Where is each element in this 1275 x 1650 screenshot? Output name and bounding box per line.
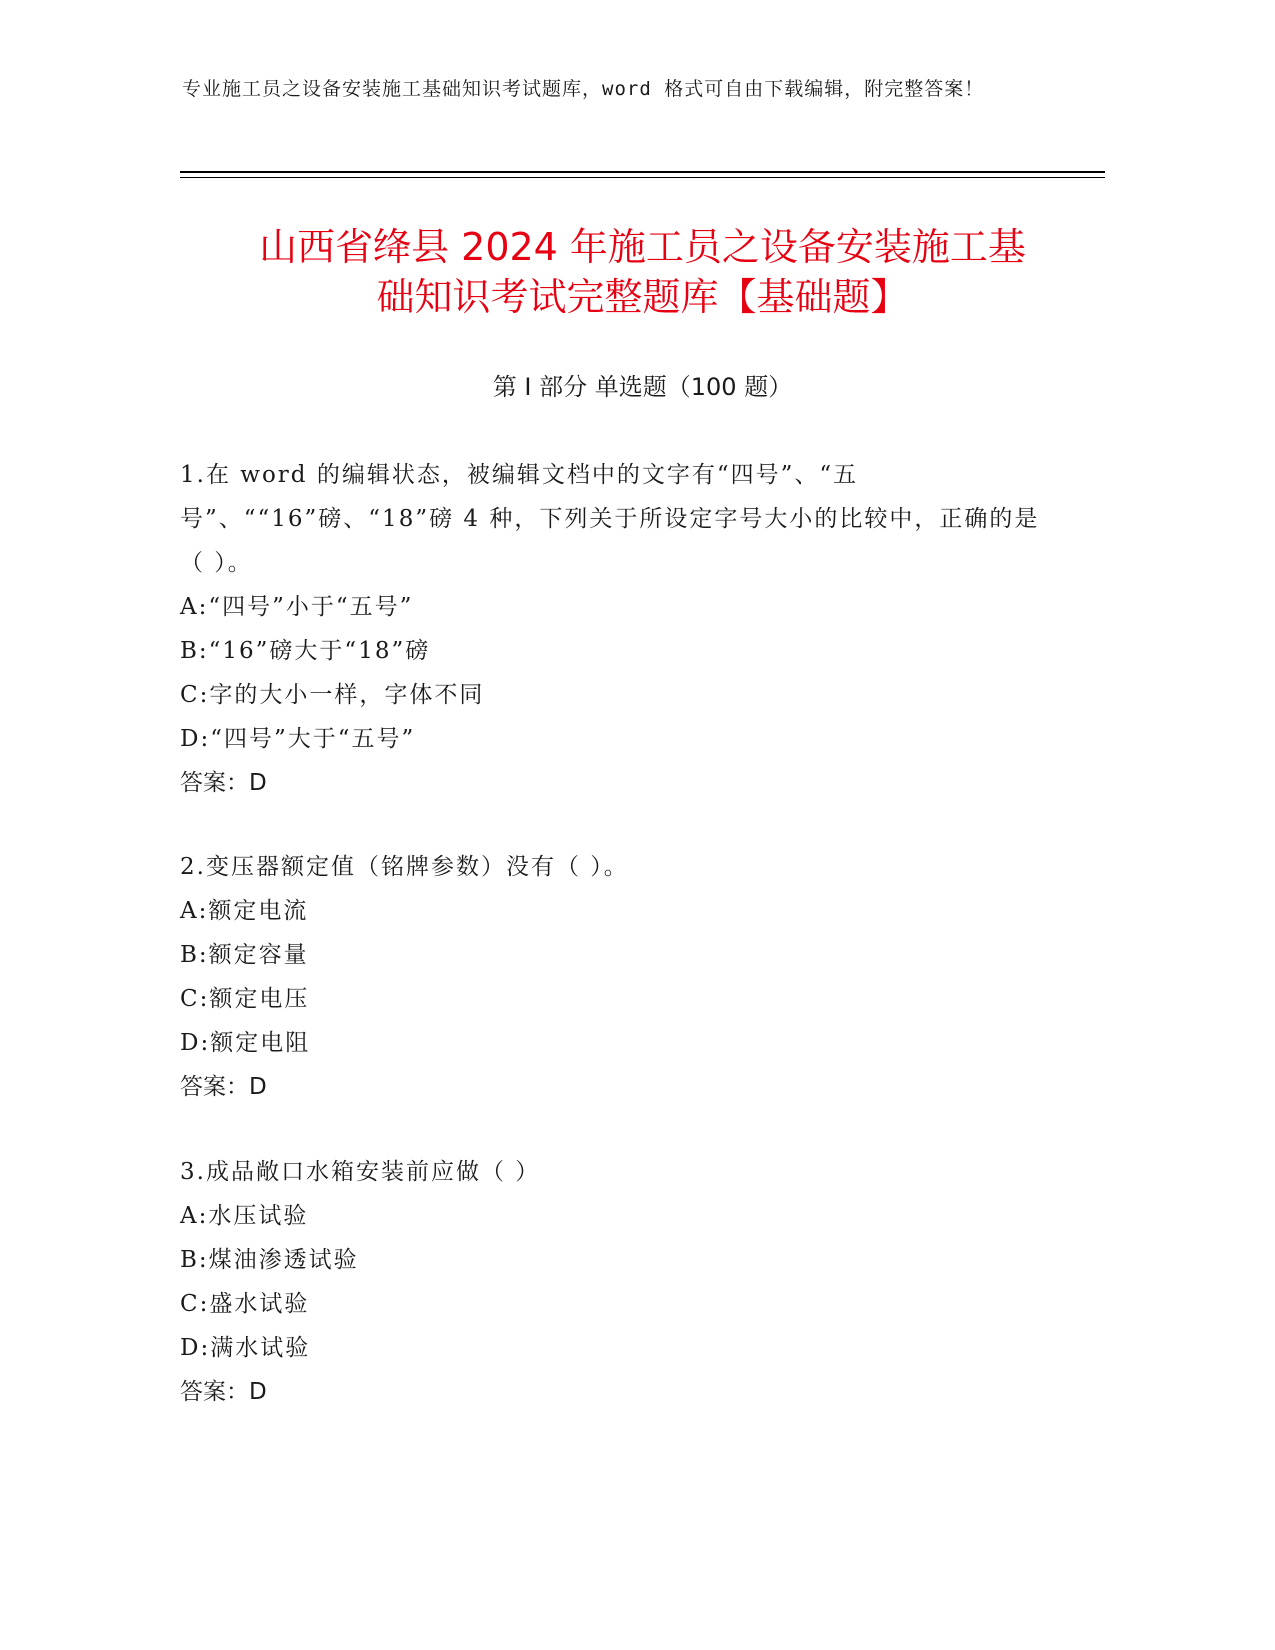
- option-d: D:“四号”大于“五号”: [180, 726, 416, 752]
- option-b: B:额定容量: [180, 942, 309, 968]
- section-title: 第 I 部分 单选题（100 题）: [492, 373, 793, 401]
- option-c: C:盛水试验: [180, 1291, 310, 1317]
- option-a: A:“四号”小于“五号”: [180, 594, 414, 620]
- question-stem: 3.成品敞口水箱安装前应做（ ）: [180, 1159, 541, 1185]
- option-d: D:额定电阻: [180, 1030, 311, 1056]
- question-stem: 2.变压器额定值（铭牌参数）没有（ ）。: [180, 854, 629, 880]
- header-note: 专业施工员之设备安装施工基础知识考试题库，word 格式可自由下载编辑，附完整答案！: [182, 78, 985, 100]
- answer: 答案：D: [180, 1379, 267, 1405]
- option-c: C:字的大小一样，字体不同: [180, 682, 485, 708]
- document-title-line-2: 础知识考试完整题库【基础题】: [376, 275, 909, 319]
- document-title: [180, 222, 1105, 322]
- option-c: C:额定电压: [180, 986, 310, 1012]
- header-divider-thin: [180, 177, 1105, 178]
- question-3: [180, 1150, 1040, 1414]
- answer: 答案：D: [180, 1074, 267, 1100]
- option-b: B:煤油渗透试验: [180, 1247, 359, 1273]
- option-a: A:水压试验: [180, 1203, 309, 1229]
- header-divider-thick: [180, 171, 1105, 173]
- answer: 答案：D: [180, 770, 267, 796]
- document-title-line-1: 山西省绛县 2024 年施工员之设备安装施工基: [259, 225, 1026, 269]
- option-b: B:“16”磅大于“18”磅: [180, 638, 431, 664]
- question-2: [180, 845, 1040, 1109]
- option-a: A:额定电流: [180, 898, 309, 924]
- question-1: [180, 453, 1040, 805]
- question-stem: 1.在 word 的编辑状态，被编辑文档中的文字有“四号”、“五号”、““16”磅、“18”磅 4 种，下列关于所设定字号大小的比较中，正确的是（ ）。: [180, 462, 1040, 576]
- option-d: D:满水试验: [180, 1335, 311, 1361]
